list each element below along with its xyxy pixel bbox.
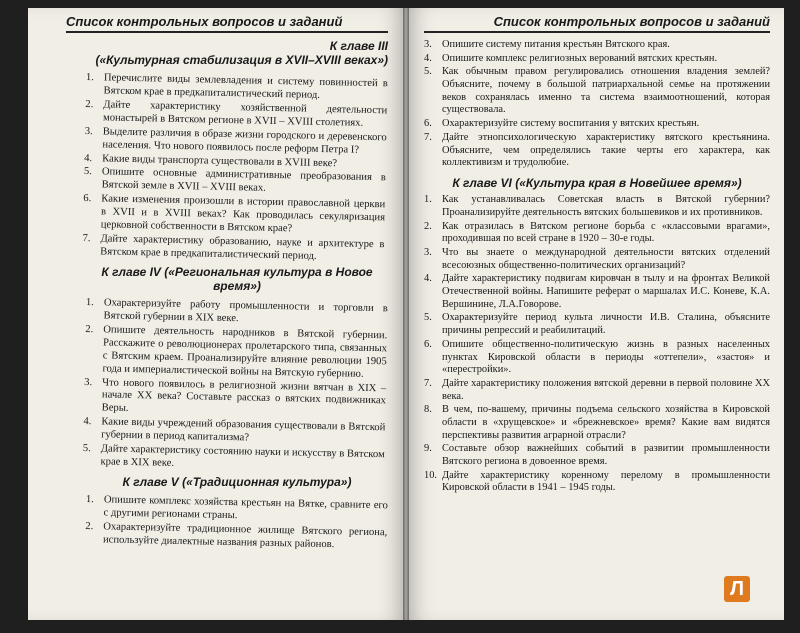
question-text: Выделите различия в образе жизни городского и деревенского населения. Что нового появилось после реформ Петра I? bbox=[102, 125, 387, 156]
chapter5-list bbox=[85, 494, 388, 553]
question-text: В чем, по-вашему, причины подъема сельского хозяйства в Кировской области в «хрущевское» и «брежневское» время? Какие вам видятся перспективы развития аграрной отрасли? bbox=[442, 404, 770, 441]
labirint-logo-icon: Л bbox=[724, 576, 750, 602]
book-gutter bbox=[403, 8, 409, 620]
chapter3-heading-line1: К главе III bbox=[329, 39, 388, 53]
question-item bbox=[424, 39, 770, 52]
question-item bbox=[424, 443, 770, 468]
question-number: 2. bbox=[85, 98, 94, 110]
chapter5-continued-list bbox=[424, 39, 770, 170]
question-item bbox=[424, 404, 770, 442]
question-number: 3. bbox=[424, 247, 432, 259]
question-number: 1. bbox=[424, 194, 432, 206]
chapter4-list bbox=[82, 297, 388, 475]
chapter3-heading bbox=[86, 39, 388, 68]
question-text: Дайте характеристику хозяйственной деятельности монастырей в Вятском регионе в XVII – XVIII столетиях. bbox=[102, 98, 388, 129]
question-number: 1. bbox=[85, 71, 94, 83]
question-item bbox=[424, 132, 770, 170]
question-number: 4. bbox=[83, 416, 92, 428]
chapter4-heading: К главе IV («Региональная культура в Новое время») bbox=[101, 264, 373, 294]
question-item bbox=[82, 444, 384, 476]
question-number: 3. bbox=[84, 376, 93, 389]
question-item bbox=[424, 247, 770, 272]
question-number: 7. bbox=[82, 232, 91, 244]
chapter5-heading: К главе V («Традиционная культура») bbox=[122, 475, 352, 490]
question-item bbox=[84, 377, 387, 422]
question-number: 3. bbox=[84, 125, 93, 137]
question-number: 1. bbox=[85, 297, 94, 309]
question-text: Дайте характеристику коренному перелому в промышленности Кировской области в 1941 – 1945 годы. bbox=[442, 469, 770, 494]
question-number: 5. bbox=[82, 443, 91, 455]
question-text: Опишите основные административные преобразования в Вятской земле в XVII – XVIII веках. bbox=[101, 166, 386, 194]
question-number: 8. bbox=[424, 404, 432, 416]
question-number: 6. bbox=[83, 193, 92, 205]
question-item bbox=[424, 378, 770, 403]
book-spread bbox=[28, 8, 784, 620]
question-item bbox=[424, 194, 770, 219]
question-item bbox=[424, 118, 770, 131]
question-text: Дайте характеристику образованию, науке и архитектуре в Вятском крае в предкапиталистический период. bbox=[100, 233, 385, 262]
question-number: 7. bbox=[424, 377, 432, 389]
question-item bbox=[424, 53, 770, 66]
question-item bbox=[83, 193, 386, 238]
question-text: Дайте этнопсихологическую характеристику вятского крестьянина. Объясните, чем определялись такие черты его характера, как коллективизм и трудолюбие. bbox=[442, 131, 770, 169]
question-number: 4. bbox=[424, 273, 432, 285]
question-text: Охарактеризуйте период культа личности И.В. Сталина, объясните причины репрессий и реабилитаций. bbox=[442, 312, 770, 337]
question-item bbox=[424, 221, 770, 246]
question-number: 2. bbox=[424, 220, 432, 232]
question-item bbox=[82, 233, 384, 265]
question-text: Какие виды транспорта существовали в XVIII веке? bbox=[102, 152, 338, 169]
question-number: 2. bbox=[85, 324, 94, 336]
question-item bbox=[424, 66, 770, 117]
question-number: 3. bbox=[424, 39, 432, 50]
question-text: Охарактеризуйте систему воспитания у вятских крестьян. bbox=[442, 118, 700, 130]
question-text: Как отразилась в Вятском регионе борьба с «классовыми врагами», проходившая по всей стране в 1920 – 30-е годы. bbox=[442, 220, 770, 245]
question-text: Охарактеризуйте традиционное жилище Вятского региона, используйте диалектные названия разных районов. bbox=[102, 521, 388, 550]
question-number: 5. bbox=[83, 166, 92, 178]
question-number: 7. bbox=[424, 131, 432, 143]
left-running-head: Список контрольных вопросов и заданий bbox=[66, 14, 388, 33]
question-number: 4. bbox=[424, 52, 432, 64]
right-page bbox=[406, 8, 784, 620]
question-text: Опишите общественно-политическую жизнь в разных населенных пунктах Кировской области в периоды «оттепели», «застоя» и «перестройки». bbox=[442, 338, 770, 376]
question-number: 4. bbox=[84, 152, 93, 164]
question-text: Дайте характеристику подвигам кировчан в тылу и на фронтах Великой Отечественной войны. Напишите реферат о маршалах И.С. Коневе, К.А. Вершинине, Л.А.Говорове. bbox=[442, 273, 770, 310]
question-item bbox=[424, 339, 770, 377]
question-text: Какие изменения произошли в истории православной церкви в XVII и в XVIII веках? Как проводилась секуляризация церковной собственности в Вятском крае? bbox=[100, 193, 386, 235]
question-text: Как обычным правом регулировались отношения владения землей? Объясните, почему в большой патриархальной семье на протяжении веков сохранялась именно та система взаимоотношений, которая существовала. bbox=[442, 66, 770, 116]
left-page bbox=[28, 8, 406, 620]
right-running-head: Список контрольных вопросов и заданий bbox=[424, 14, 770, 33]
question-text: Как устанавливалась Советская власть в Вятской губернии? Проанализируйте деятельность вятских большевиков и их противников. bbox=[442, 194, 770, 218]
question-number: 1. bbox=[85, 493, 94, 506]
question-item bbox=[424, 312, 770, 337]
question-number: 5. bbox=[424, 66, 432, 78]
question-text: Что нового появилось в религиозной жизни вятчан в XIX – начале XX века? Составьте рассказ о вятских подвижниках Веры. bbox=[101, 377, 387, 415]
question-text: Дайте характеристику состоянию науки и искусству в Вятском крае в XIX веке. bbox=[100, 443, 385, 470]
question-text: Дайте характеристику положения вятской деревни в первой половине XX века. bbox=[442, 377, 770, 402]
question-item bbox=[84, 324, 387, 382]
question-number: 9. bbox=[424, 443, 432, 455]
chapter6-list bbox=[424, 194, 770, 495]
chapter3-heading-line2: («Культурная стабилизация в XVII–XVIII веках») bbox=[95, 53, 388, 68]
question-item bbox=[424, 273, 770, 311]
chapter6-heading: К главе VI («Культура края в Новейшее время») bbox=[452, 175, 742, 190]
question-text: Перечислите виды землевладения и систему повинностей в Вятском крае в предкапиталистический период. bbox=[103, 72, 388, 101]
question-text: Опишите систему питания крестьян Вятского края. bbox=[442, 39, 670, 50]
question-number: 5. bbox=[424, 312, 432, 324]
question-text: Что вы знаете о международной деятельности вятских отделений всесоюзных общественно-политических организаций? bbox=[442, 247, 770, 271]
question-text: Опишите комплекс хозяйства крестьян на Вятке, сравните его с другими регионами страны. bbox=[103, 494, 388, 521]
question-number: 6. bbox=[424, 338, 432, 350]
question-number: 6. bbox=[424, 118, 432, 130]
question-number: 2. bbox=[85, 520, 94, 532]
question-text: Какие виды учреждений образования существовали в Вятской губернии в период капитализма? bbox=[100, 417, 386, 445]
question-text: Опишите деятельность народников в Вятской губернии. Расскажите о революционерах пролетарского типа, связанных с Вятским краем. Проанализируйте влияние революции 1905 года и империалистической войны на Вятскую губернию. bbox=[102, 324, 388, 380]
question-item bbox=[85, 521, 387, 553]
question-text: Составьте обзор важнейших событий в развитии промышленности Вятского региона в довоенное время. bbox=[442, 443, 770, 468]
question-item bbox=[424, 470, 770, 495]
question-text: Опишите комплекс религиозных верований вятских крестьян. bbox=[442, 52, 718, 64]
chapter3-list bbox=[82, 72, 388, 265]
question-text: Охарактеризуйте работу промышленности и торговли в Вятской губернии в XIX веке. bbox=[103, 297, 388, 325]
question-number: 10. bbox=[424, 469, 437, 481]
